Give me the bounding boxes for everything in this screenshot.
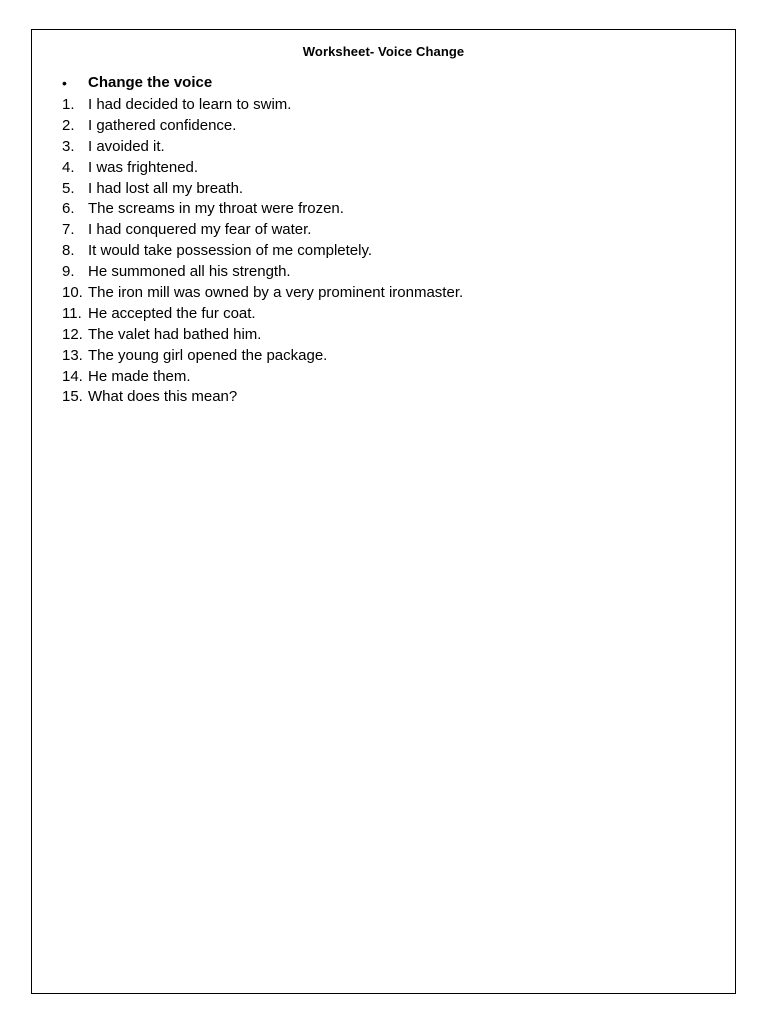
question-number: 11. xyxy=(62,304,82,322)
list-item xyxy=(62,115,463,136)
list-item xyxy=(62,198,463,219)
question-text: I had lost all my breath. xyxy=(88,179,244,197)
list-item xyxy=(62,282,463,303)
bullet-icon: • xyxy=(62,75,67,91)
question-text: The iron mill was owned by a very prominent ironmaster. xyxy=(88,283,464,301)
question-number: 10. xyxy=(62,283,83,301)
page-title: Worksheet- Voice Change xyxy=(302,44,465,59)
question-number: 14. xyxy=(62,367,83,385)
list-item xyxy=(62,324,463,345)
list-item xyxy=(62,136,463,157)
question-list xyxy=(62,94,463,407)
question-number: 12. xyxy=(62,325,83,343)
question-text: What does this mean? xyxy=(88,388,238,406)
question-number: 1. xyxy=(62,95,75,113)
question-number: 3. xyxy=(62,137,75,155)
list-item xyxy=(62,303,463,324)
question-number: 5. xyxy=(62,179,75,197)
list-item xyxy=(62,345,463,366)
list-item xyxy=(62,386,463,407)
list-item xyxy=(62,219,463,240)
question-number: 7. xyxy=(62,221,75,239)
list-item xyxy=(62,178,463,199)
question-number: 6. xyxy=(62,200,75,218)
question-text: I avoided it. xyxy=(88,137,165,155)
list-item xyxy=(62,366,463,387)
question-text: It would take possession of me completely. xyxy=(88,242,373,260)
question-text: I had decided to learn to swim. xyxy=(88,95,292,113)
question-text: He accepted the fur coat. xyxy=(88,304,256,322)
question-text: The young girl opened the package. xyxy=(88,346,328,364)
list-item xyxy=(62,240,463,261)
question-number: 9. xyxy=(62,263,75,281)
question-number: 13. xyxy=(62,346,83,364)
question-text: He summoned all his strength. xyxy=(88,263,291,281)
question-number: 15. xyxy=(62,388,83,406)
section-heading: Change the voice xyxy=(88,74,213,91)
question-text: I had conquered my fear of water. xyxy=(88,221,312,239)
list-item xyxy=(62,157,463,178)
question-text: I gathered confidence. xyxy=(88,116,237,134)
question-number: 4. xyxy=(62,158,75,176)
question-number: 2. xyxy=(62,116,75,134)
list-item xyxy=(62,94,463,115)
question-text: He made them. xyxy=(88,367,191,385)
list-item xyxy=(62,261,463,282)
question-text: The valet had bathed him. xyxy=(88,325,262,343)
question-text: The screams in my throat were frozen. xyxy=(88,200,344,218)
section-heading-row xyxy=(62,73,212,93)
question-number: 8. xyxy=(62,242,75,260)
question-text: I was frightened. xyxy=(88,158,199,176)
